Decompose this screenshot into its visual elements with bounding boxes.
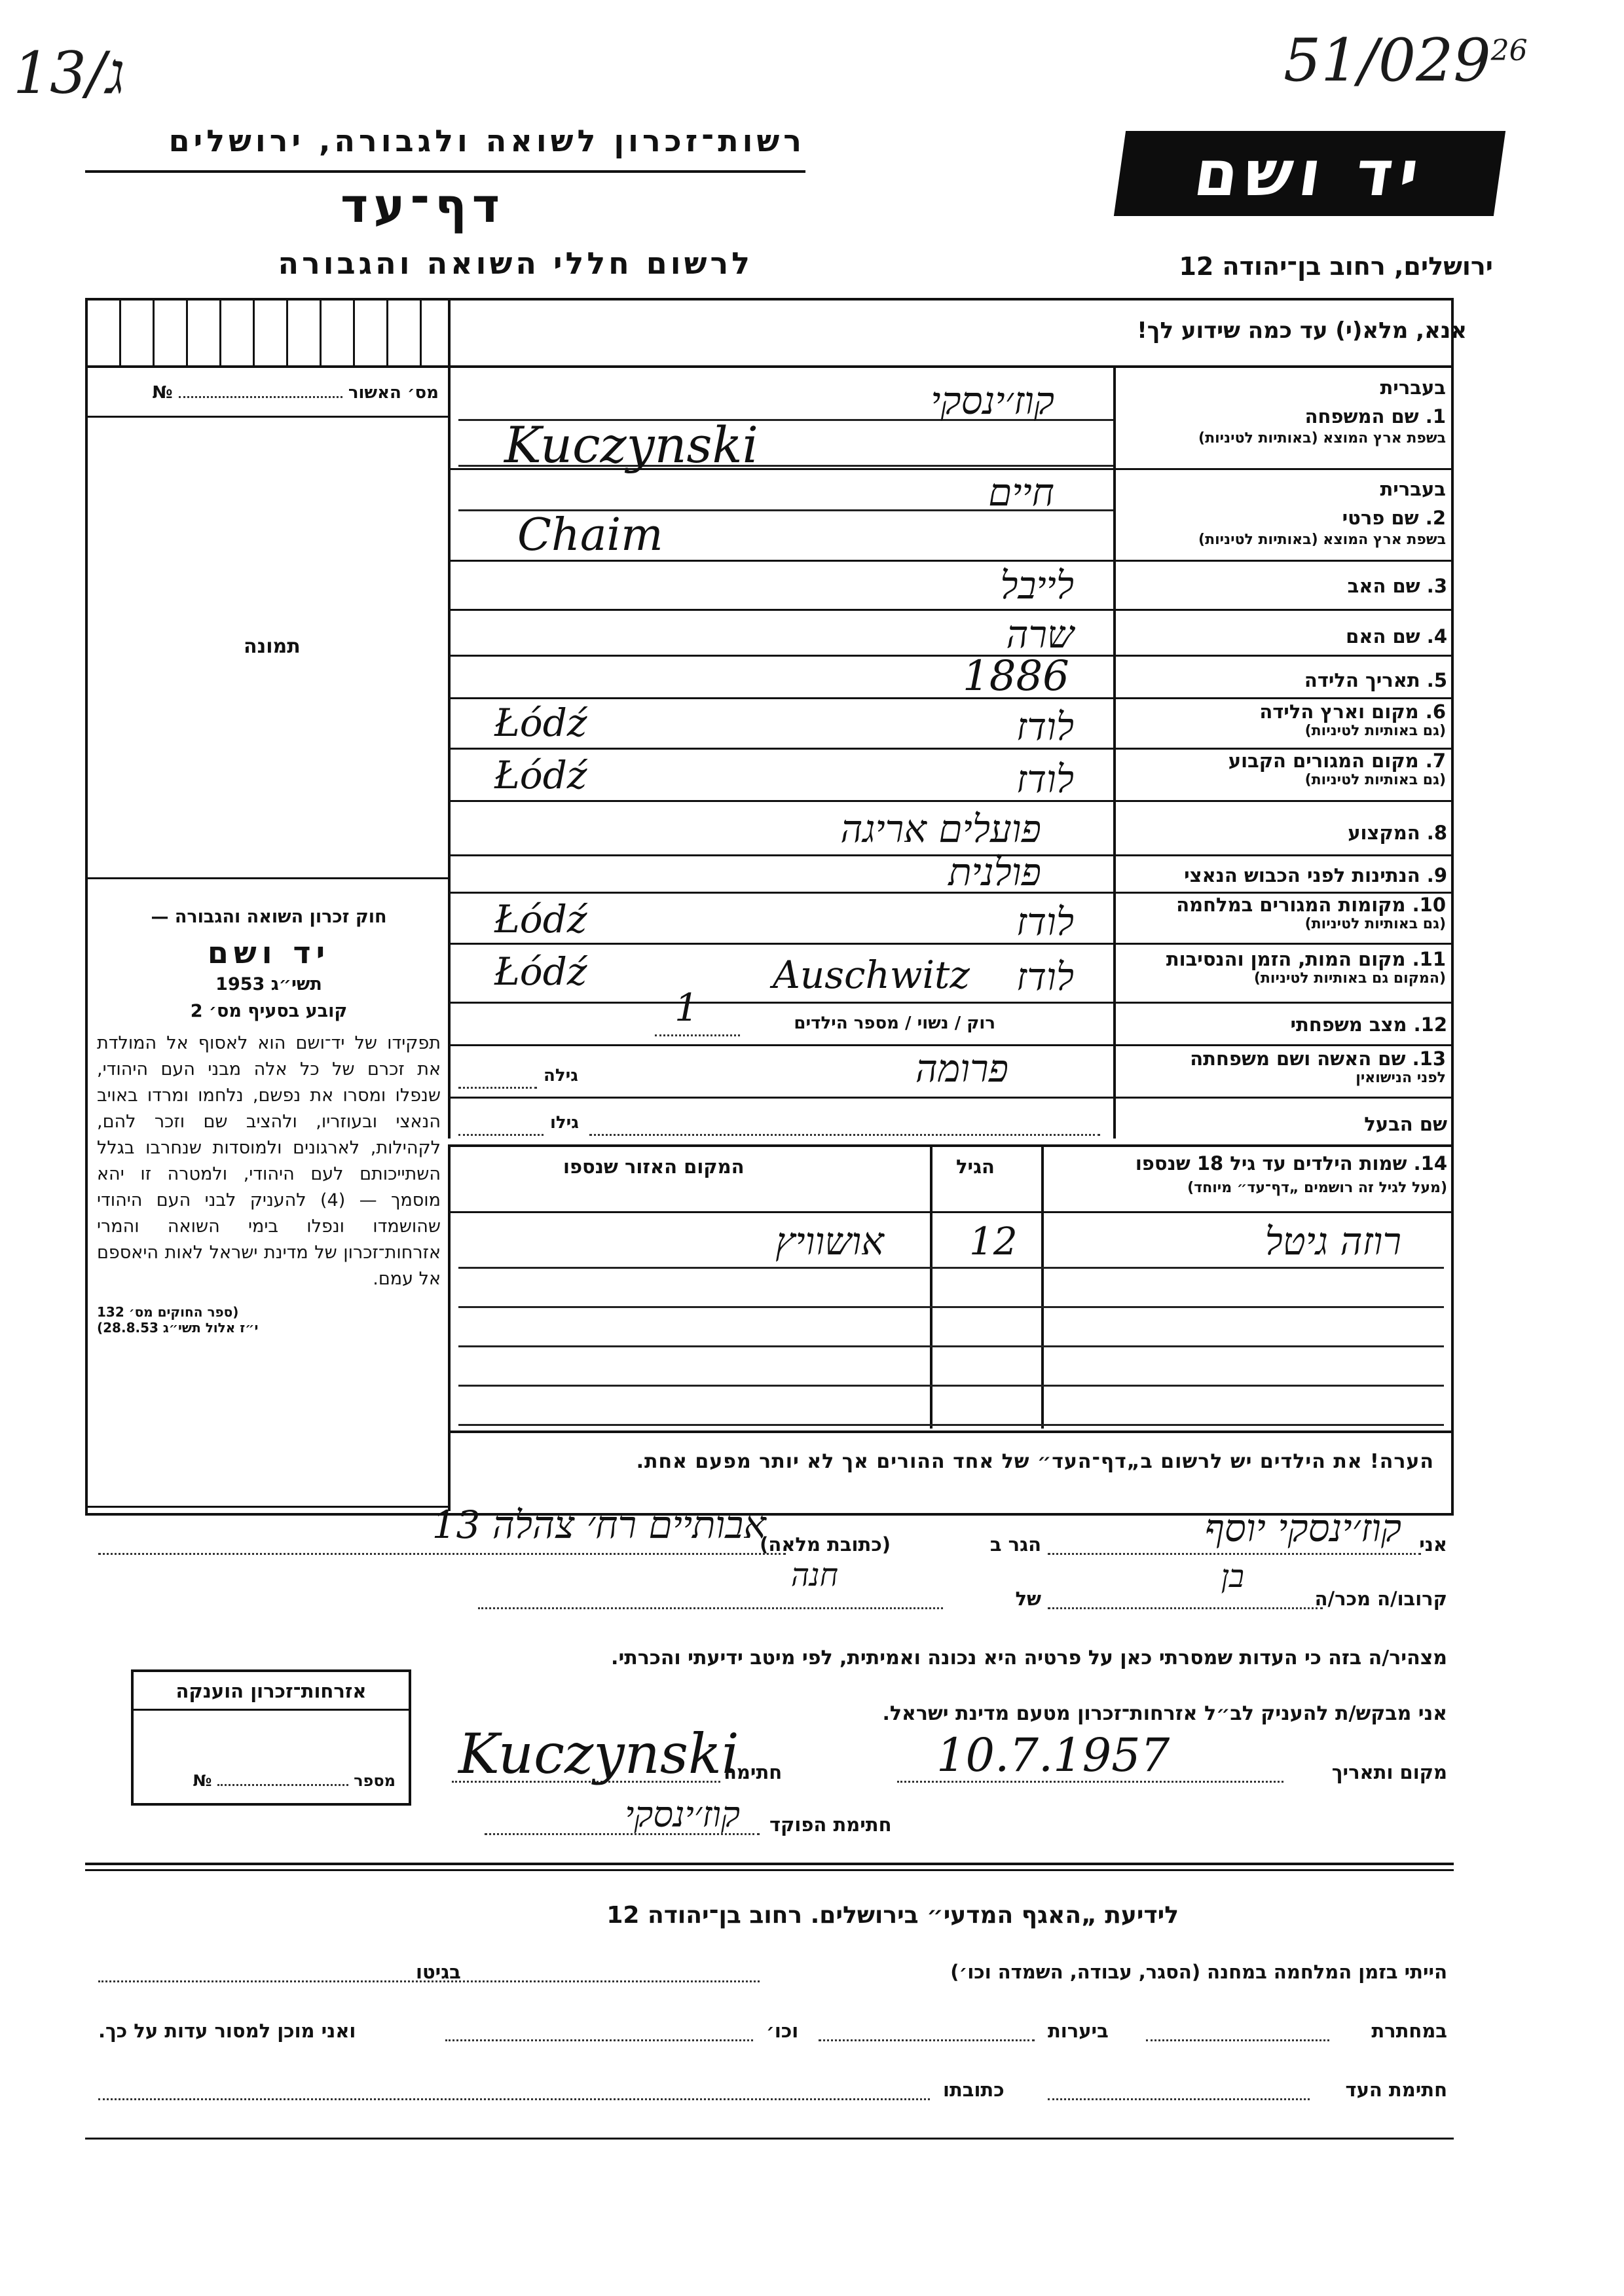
- children-line-5: [458, 1424, 1444, 1426]
- field-10-label: [1118, 894, 1446, 916]
- field-2-value-hebrew[interactable]: חיים: [988, 470, 1054, 515]
- field-12-label: [1290, 1013, 1447, 1036]
- husband-age-dots: [458, 1134, 544, 1136]
- field-1-num: 1.: [1425, 405, 1446, 428]
- note-divider: [451, 1430, 1451, 1433]
- field-13-sub: לפני הנישואין: [1356, 1070, 1446, 1086]
- file-number: [1283, 26, 1528, 95]
- field-row-wartime-residence: [1118, 894, 1446, 932]
- husband-name-dots: [589, 1134, 1100, 1136]
- field-11-value-latin[interactable]: Łódź: [494, 949, 587, 994]
- officer-label: חתימת הפוקד: [769, 1813, 892, 1836]
- of-value[interactable]: חנה: [790, 1557, 838, 1594]
- row-divider-3: [451, 609, 1451, 611]
- file-number-value: 51/029: [1283, 26, 1491, 95]
- field-8-num: 8.: [1426, 822, 1447, 844]
- child-age[interactable]: 12: [969, 1219, 1018, 1264]
- footer-bottom-rule: [85, 2138, 1454, 2140]
- law-ref-2: י״ז אלול תשי״ג 28.8.53): [97, 1320, 259, 1336]
- field-12-num: 12.: [1413, 1013, 1447, 1036]
- relative-value[interactable]: בן: [1221, 1558, 1244, 1595]
- field-13-text: שם האשה ושם משפחתה: [1190, 1048, 1406, 1070]
- row-divider-10: [451, 943, 1451, 945]
- children-header-divider: [451, 1211, 1451, 1213]
- field-9-text: הנתינות לפני הכבוש הנאצי: [1184, 864, 1420, 886]
- left-bottom-divider: [88, 1506, 451, 1508]
- children-sub: (מעל לגיל זה רושמים „דף־עד״ מיוחד): [1187, 1180, 1447, 1196]
- field-10-value-hebrew[interactable]: לודז: [1016, 900, 1074, 944]
- footer-top-rule-2: [85, 1869, 1454, 1871]
- field-6-value-hebrew[interactable]: לודז: [1016, 704, 1074, 749]
- field-5-value[interactable]: 1886: [963, 652, 1069, 701]
- field-11-value-hebrew[interactable]: לודז: [1016, 955, 1074, 999]
- field-11-text: מקום המות, הזמן והנסיבות: [1166, 948, 1406, 970]
- footer-line2-dots-a: [1146, 2039, 1329, 2041]
- footer-line2-dots-b: [819, 2039, 1035, 2041]
- instruction-text: אנא, מלא(י) עד כמה שידוע לך!: [1137, 318, 1467, 344]
- field-11-label: [1118, 948, 1446, 970]
- field-1-label: [1118, 405, 1446, 428]
- field-13-age-label: גילה: [544, 1066, 578, 1085]
- field-3-label: [1348, 575, 1447, 597]
- field-12-value[interactable]: 1: [674, 985, 699, 1030]
- form-title: דף־עד: [341, 178, 506, 233]
- field-7-text: מקום המגורים הקבוע: [1228, 750, 1419, 772]
- footer-title: לידיעת „האגף המדעי״ בירושלים. רחוב בן־יהודה 12: [606, 1902, 1179, 1929]
- field-13-age-dots: [458, 1087, 537, 1089]
- field-row-family-name: [1118, 376, 1446, 446]
- field-10-text: מקומות המגורים במלחמה: [1176, 894, 1406, 916]
- file-number-sup: 26: [1490, 34, 1528, 67]
- children-line-4: [458, 1385, 1444, 1387]
- declaration-address-label: (כתובת מלאה): [760, 1533, 891, 1556]
- field-row-residence: [1118, 750, 1446, 788]
- of-label: של: [1015, 1588, 1041, 1610]
- law-block: [97, 907, 441, 1336]
- law-year: תשי״ג 1953: [215, 974, 322, 994]
- note-text: הערה! את הילדים יש לרשום ב„דף־העד״ של אחד ההורים אך לא יותר מפעם אחת.: [636, 1450, 1434, 1473]
- signature-label: חתימה: [724, 1761, 783, 1783]
- footer-line2-end: ואני מוכן למסור עדות על כך.: [98, 2020, 356, 2042]
- left-column-divider: [448, 366, 451, 1139]
- field-6-value-latin[interactable]: Łódź: [494, 701, 587, 745]
- approval-label: מס׳ האשור: [348, 383, 439, 403]
- of-dots: [478, 1607, 943, 1609]
- field-6-label: [1118, 701, 1446, 723]
- approval-row: [98, 383, 439, 403]
- citizenship-box-number-label: מספר: [354, 1772, 396, 1790]
- children-col-place: המקום האזור שנספו: [563, 1156, 745, 1178]
- field-6-sub: (גם באותיות לטיניות): [1304, 723, 1446, 739]
- yad-vashem-logo-text: יד ושם: [1189, 137, 1430, 210]
- field-4-label: [1346, 625, 1447, 647]
- field-1-value-hebrew[interactable]: קוז׳ינסקי: [931, 378, 1054, 423]
- field-2-value-latin[interactable]: Chaim: [517, 509, 663, 561]
- field-13-num: 13.: [1412, 1048, 1446, 1070]
- field-8-text: המקצוע: [1348, 822, 1420, 844]
- field-1-text: שם המשפחה: [1304, 405, 1419, 428]
- date-value[interactable]: 10.7.1957: [936, 1728, 1170, 1782]
- footer-line2-b: ביערות: [1048, 2020, 1109, 2042]
- field-5-num: 5.: [1426, 669, 1447, 691]
- footer-line3-dots-b: [98, 2098, 930, 2100]
- footer-line2-dots-c: [445, 2039, 753, 2041]
- approval-suffix: №: [152, 383, 173, 403]
- photo-divider: [88, 877, 449, 879]
- field-4-value[interactable]: שרה: [1006, 612, 1074, 657]
- children-line-1: [458, 1267, 1444, 1269]
- photo-label: תמונה: [244, 635, 301, 658]
- husband-age-label: גילו: [550, 1113, 579, 1133]
- label-column-divider: [1113, 366, 1116, 1139]
- field-2-text: שם פרטי: [1342, 507, 1419, 529]
- row-divider-husband: [451, 1144, 1451, 1147]
- field-2-num: 2.: [1425, 507, 1446, 529]
- field-3-value[interactable]: לייבל: [1000, 563, 1074, 608]
- law-ref-1: (ספר החוקים מס׳ 132: [97, 1304, 239, 1320]
- children-num: 14.: [1413, 1152, 1447, 1175]
- row-divider-13: [451, 1097, 1451, 1099]
- field-1-heb-tag: בעברית: [1380, 376, 1446, 399]
- corner-handwritten-mark: 13/ג: [13, 39, 125, 107]
- footer-line3-a: חתימת העד: [1345, 2079, 1447, 2101]
- field-4-num: 4.: [1426, 625, 1447, 647]
- officer-value[interactable]: קוז׳ינסקי: [625, 1794, 740, 1835]
- child-place[interactable]: אושוויץ: [775, 1219, 884, 1264]
- children-text: שמות הילדים עד גיל 18 שנספו: [1135, 1152, 1407, 1175]
- tick-boxes: [88, 301, 451, 366]
- field-6-text: מקום וארץ הלידה: [1259, 701, 1419, 723]
- citizenship-box-no: №: [193, 1772, 212, 1790]
- field-row-first-name: [1118, 478, 1446, 548]
- field-11-num: 11.: [1412, 948, 1446, 970]
- footer-line3-dots-a: [1048, 2098, 1310, 2100]
- field-13-label: [1118, 1048, 1446, 1070]
- approval-divider: [88, 416, 449, 418]
- citizenship-box-title: אזרחות־זכרון הוענקה: [134, 1680, 409, 1711]
- footer-line1-text: הייתי בזמן המלחמה במחנה (הסגר, עבודה, השמדה וכו׳): [950, 1961, 1447, 1983]
- field-12-options: רוק / נשוי / מספר הילדים: [794, 1013, 995, 1033]
- children-col-age: הגיל: [956, 1156, 995, 1178]
- declaration-ani: אני: [1419, 1533, 1447, 1556]
- field-5-label: [1304, 669, 1447, 691]
- field-6-num: 6.: [1425, 701, 1446, 723]
- declaration-name-value[interactable]: קוז׳ינסקי יוסף: [1204, 1506, 1401, 1550]
- declaration-address-dots: [98, 1553, 786, 1555]
- field-7-num: 7.: [1425, 750, 1446, 772]
- left-col-lower: [448, 1144, 451, 1511]
- authority-heading: רשות־זכרון לשואה ולגבורה, ירושלים: [168, 123, 805, 158]
- footer-line2-a: במחתרת: [1371, 2020, 1447, 2042]
- field-1-sub: בשפת ארץ המוצא (באותיות לטיניות): [1198, 430, 1446, 446]
- field-12-dots: [655, 1034, 740, 1036]
- field-1-value-latin[interactable]: Kuczynski: [504, 416, 758, 474]
- citizenship-box: [131, 1669, 411, 1806]
- field-10-num: 10.: [1412, 894, 1446, 916]
- footer-line1-end: בגיטו: [416, 1961, 461, 1983]
- field-12-text: מצב משפחתי: [1290, 1013, 1407, 1036]
- declaration-address-value[interactable]: אבותיים רח׳ צהלה 13: [432, 1503, 766, 1547]
- children-line-2: [458, 1306, 1444, 1308]
- field-10-sub: (גם באותיות לטיניות): [1304, 916, 1446, 932]
- field-row-wife: [1118, 1048, 1446, 1086]
- signature-value[interactable]: Kuczynski: [458, 1722, 739, 1786]
- field-9-num: 9.: [1426, 864, 1447, 886]
- field-2-label: [1118, 507, 1446, 529]
- field-3-text: שם האב: [1347, 575, 1420, 597]
- row-divider-5: [451, 697, 1451, 699]
- relative-label: קרובו/ה מכר/ה: [1314, 1588, 1447, 1610]
- field-2-sub: בשפת ארץ המוצא (באותיות לטיניות): [1198, 532, 1446, 548]
- husband-label: שם הבעל: [1364, 1113, 1447, 1135]
- children-line-3: [458, 1345, 1444, 1347]
- top-strip-divider: [88, 365, 1451, 368]
- law-title: חוק זכרון השואה והגבורה —: [151, 907, 387, 927]
- field-13-value[interactable]: פרומה: [915, 1046, 1008, 1091]
- row-divider-11: [451, 1002, 1451, 1004]
- declaration-name-dots: [1048, 1553, 1421, 1555]
- field-3-num: 3.: [1426, 575, 1447, 597]
- row-divider-7: [451, 800, 1451, 802]
- field-7-label: [1118, 750, 1446, 772]
- field-11-value-extra[interactable]: Auschwitz: [773, 953, 970, 997]
- law-clause: קובע בסעיף מס׳ 2: [190, 1001, 348, 1021]
- field-7-sub: (גם באותיות לטיניות): [1304, 772, 1446, 788]
- declaration-resides: הגר ב: [989, 1533, 1041, 1556]
- field-4-text: שם האם: [1346, 625, 1420, 647]
- footer-line2-c: וכו׳: [766, 2020, 799, 2042]
- field-11-sub: (המקום גם באותיות לטיניות): [1253, 970, 1446, 987]
- children-label: [1041, 1152, 1447, 1175]
- law-name: יד ושם: [207, 935, 331, 970]
- field-10-value-latin[interactable]: Łódź: [494, 897, 587, 941]
- field-9-label: [1184, 864, 1447, 886]
- row-divider-4: [451, 655, 1451, 657]
- field-row-birth-place: [1118, 701, 1446, 739]
- field-8-label: [1348, 822, 1447, 844]
- citizenship-box-number-row: [147, 1772, 396, 1790]
- field-2-heb-tag: בעברית: [1380, 478, 1446, 500]
- form-subtitle: לרשום חללי השואה והגבורה: [278, 246, 753, 281]
- children-header: [1041, 1152, 1447, 1196]
- footer-line3-b: כתובתו: [943, 2079, 1005, 2101]
- header-underline: [85, 170, 805, 173]
- address-line: ירושלים, רחוב בן־יהודה 12: [1179, 252, 1493, 281]
- field-9-value[interactable]: פולנית: [948, 850, 1041, 894]
- law-body: תפקידו של יד־ושם הוא לאסוף אל המולדת את זכרם של כל אלה מבני העם היהודי, שנפלו ומסרו את נפשם, נלחמו ומרדו באויב הנאצי ובעוזריו, ולהציב שם וזכר להם, לקהילות, לארגונים ולמוסדות שנחרבו בגלל השתייכותם לעם היהודי, ולמטרה זו יהא מוסמך — (4) להעניק לבני העם היהודי שהושמדו ונפלו בימי השואה והמרי אזרחות־זכרון של מדינת ישראל לאות היאספם אל עמם.: [97, 1033, 441, 1289]
- field-7-value-latin[interactable]: Łódź: [494, 753, 587, 797]
- field-7-value-hebrew[interactable]: לודז: [1016, 757, 1074, 801]
- place-date-label: מקום ותאריך: [1331, 1761, 1447, 1783]
- footer-top-rule: [85, 1863, 1454, 1865]
- child-name[interactable]: רוזה גיטל: [1264, 1219, 1401, 1264]
- request-text: אני מבקש/ת להעניק לב״ל אזרחות־זכרון מטעם מדינת ישראל.: [882, 1702, 1447, 1725]
- field-row-death-place: [1118, 948, 1446, 987]
- yad-vashem-logo: [1114, 131, 1505, 216]
- field-8-value[interactable]: פועלים אריגה: [840, 807, 1041, 851]
- relative-dots: [1048, 1607, 1323, 1609]
- statement-text: מצהיר/ה בזה כי העדות שמסרתי כאן על פרטיה היא נכונה ואמיתית, לפי מיטב ידיעתי והכרתי.: [611, 1647, 1447, 1669]
- field-5-text: תאריך הלידה: [1304, 669, 1420, 691]
